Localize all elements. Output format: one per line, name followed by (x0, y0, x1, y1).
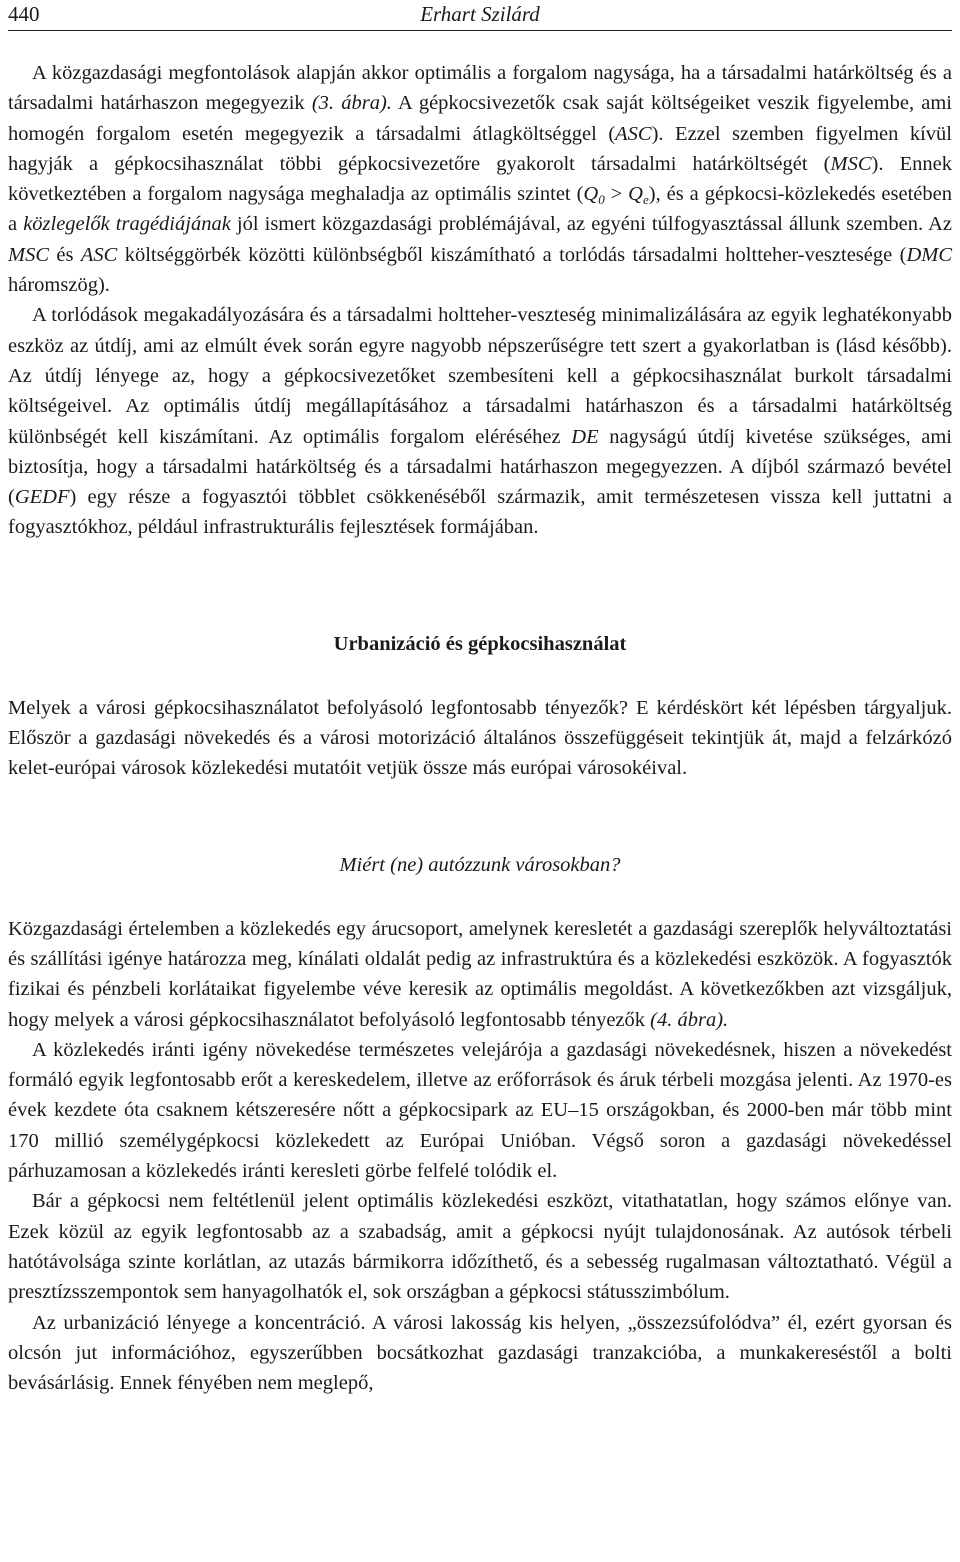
running-header (8, 0, 952, 31)
article-body (8, 58, 952, 1398)
page-number: 440 (8, 2, 40, 26)
q-e-symbol: $Q_e$ (628, 183, 649, 208)
paragraph-4: Közgazdasági értelemben a közlekedés egy árucsoport, amelynek keresletét a gazdasági szereplők helyváltoztatási és szállítási igénye határozza meg, kínálati oldalát pedig az infrastruktúra és a közlekedési eszközök. A fogyasztók fizikai és pénzbeli korlátaikat figyelembe véve keresik az optimális megoldást. A következőkben azt vizsgáljuk, hogy melyek a városi gépkocsihasználatot befolyásoló legfontosabb tényezők (4. ábra). (8, 917, 952, 1031)
section-heading: Urbanizáció és gépkocsihasználat (333, 632, 627, 655)
paragraph-2: A torlódások megakadályozására és a társadalmi holtteher-veszteség minimalizálására az egyik leghatékonyabb eszköz az útdíj, ami az elmúlt évek során egyre nagyobb népszerűségre tett szert a gyakorlatban is (lásd később). Az útdíj lényege az, hogy a gépkocsivezetőket szembesíteni kell a gépkocsihasználat burkolt társadalmi költségeivel. Az optimális útdíj megállapításához a társadalmi határhaszon és a társadalmi határköltség különbségét kell kiszámítani. Az optimális forgalom eléréséhez DE nagyságú útdíj kivetése szükséges, ami biztosítja, hogy a társadalmi határköltség és a társadalmi határhaszon megegyezzen. A díjból származó bevétel (GEDF) egy része a fogyasztói többlet csökkenéséből származik, amit természetesen vissza kell juttatni a fogyasztókhoz, például infrastrukturális fejlesztések formájában. (8, 304, 952, 539)
paragraph-5: A közlekedés iránti igény növekedése természetes velejárója a gazdasági növekedésnek, hiszen a növekedést formáló egyik legfontosabb erőt a kereskedelem, illetve az erőforrások és áruk térbeli mozgása jelenti. Az 1970-es évek kezdete óta csaknem kétszeresére nőtt a gépkocsipark az EU–15 országokban, és 2000-ben már több mint 170 millió személygépkocsi közlekedett az Európai Unióban. Végső soron a gazdasági növekedéssel párhuzamosan a közlekedés iránti keresleti görbe felfelé tolódik el. (8, 1038, 952, 1183)
paragraph-1: A közgazdasági megfontolások alapján akkor optimális a forgalom nagysága, ha a társadalmi határköltség és a társadalmi határhaszon megegyezik (3. ábra). A gépkocsivezetők csak saját költségeiket veszik figyelembe, ami homogén forgalom esetén megegyezik a társadalmi átlagköltséggel (ASC). Ezzel szemben figyelmen kívül hagyják a gépkocsihasználat többi gépkocsivezetőre gyakorolt társadalmi határköltségét (MSC). Ennek következtében a forgalom nagysága meghaladja az optimális szintet $(Q_0 > Q_e)$, és a gépkocsi-közlekedés esetében a közlegelők tragédiájának jól ismert közgazdasági problémájával, az egyéni túlfogyasztással állunk szemben. Az MSC és ASC költséggörbék közötti különbségből kiszámítható a torlódás társadalmi holtteher-vesztesége (DMC háromszög). (8, 62, 953, 297)
paragraph-7: Az urbanizáció lényege a koncentráció. A városi lakosság kis helyen, „összezsúfolódva” él, ezért gyorsan és olcsón jut információhoz, egyszerűbben bocsátkozhat gazdasági tranzakcióba, a munkakereséstől a bolti bevásárlásig. Ennek fényében nem meglepő, (8, 1311, 952, 1395)
subsection-heading: Miért (ne) autózzunk városokban? (339, 853, 621, 876)
emphasis-tragedy-of-commons: közlegelők tragédiájának (23, 213, 231, 236)
paragraph-6: Bár a gépkocsi nem feltétlenül jelent optimális közlekedési eszközt, vitathatatlan, hogy számos előnye van. Ezek közül az egyik legfontosabb az a szabadság, amit a gépkocsi nyújt tulajdonosának. Az autósok térbeli hatótávolsága szinte korlátlan, az utazás bármikorra időzíthető, és a sebesség rugalmasan változtatható. Végül a presztízsszempontok sem hanyagolhatók el, sok országban a gépkocsi státusszimbólum. (8, 1190, 952, 1304)
running-header-author: Erhart Szilárd (420, 2, 540, 26)
figure-reference: (3. ábra). (311, 92, 392, 115)
figure-reference: (4. ábra). (650, 1008, 729, 1031)
paragraph-3: Melyek a városi gépkocsihasználatot befolyásoló legfontosabb tényezők? E kérdéskört két lépésben tárgyaljuk. Először a gazdasági növekedés és a városi motorizáció általános összefüggéseit tekintjük át, majd a felzárkózó kelet-európai városok közlekedési mutatóit vetjük össze más európai városokéival. (8, 696, 952, 780)
q-zero-symbol: $Q_0$ (583, 183, 605, 208)
